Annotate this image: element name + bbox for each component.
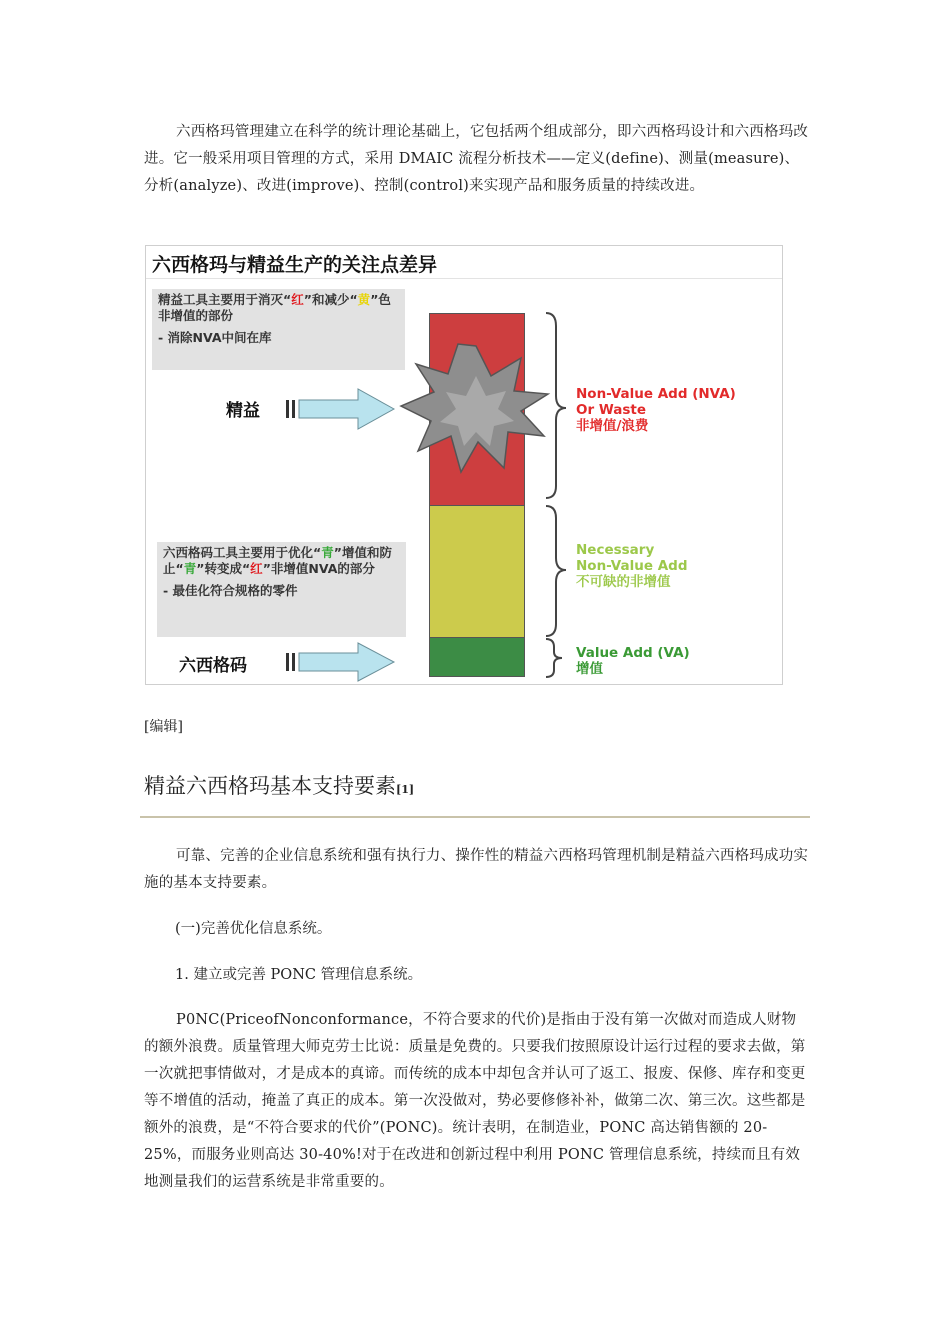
six-sigma-note-sub: - 最佳化符合规格的零件 <box>163 583 298 598</box>
starburst-graphic <box>146 246 782 684</box>
lean-note-red: 红 <box>291 292 304 307</box>
six-sigma-note-green: 青 <box>183 561 197 576</box>
necessary-label <box>576 542 688 590</box>
lean-six-sigma-figure <box>145 245 783 685</box>
section-heading <box>144 770 414 800</box>
lean-note-sub: - 消除NVA中间在库 <box>158 330 272 345</box>
figure-title: 六西格玛与精益生产的关注点差异 <box>152 254 438 276</box>
section-heading-text: 精益六西格玛基本支持要素 <box>144 774 396 798</box>
lean-label: 精益 <box>226 401 260 421</box>
necessary-label-line: Non-Value Add <box>576 558 688 574</box>
nva-label-line: Non-Value Add (NVA) <box>576 386 736 402</box>
lean-note-text: ”和减少“ <box>303 292 358 307</box>
necessary-label-line: 不可缺的非增值 <box>576 574 671 590</box>
list-item-info-system: (一)完善优化信息系统。 <box>175 921 332 937</box>
va-label-line: Value Add (VA) <box>576 645 690 661</box>
intro-paragraph: 六西格玛管理建立在科学的统计理论基础上，它包括两个组成部分，即六西格玛设计和六西格玛改进。它一般采用项目管理的方式，采用 DMAIC 流程分析技术——定义(define)、测量(measure)、分析(analyze)、改进(improve)、控制(control)来实现产品和服务质量的持续改进。 <box>144 124 809 194</box>
six-sigma-note-text: 六西格码工具主要用于优化“ <box>163 545 322 560</box>
lean-note-text: 精益工具主要用于消灭“ <box>158 292 292 307</box>
nva-label <box>576 386 736 434</box>
reference-link[interactable]: [1] <box>396 783 415 796</box>
list-item-ponc: 1. 建立或完善 PONC 管理信息系统。 <box>175 967 423 983</box>
ponc-paragraph: P0NC(PriceofNonconformance，不符合要求的代价)是指由于没有第一次做对而造成人财物的额外浪费。质量管理大师克劳士比说：质量是免费的。只要我们按照原设计运行过程的要求去做，第一次就把事情做对，才是成本的真谛。而传统的成本中却包含并认可了返工、报废、保修、库存和变更等不增值的活动，掩盖了真正的成本。第一次没做对，势必要修修补补，做第二次、第三次。这些都是额外的浪费，是“不符合要求的代价”(PONC)。统计表明，在制造业，PONC 高达销售额的 20-25%，而服务业则高达 30-40%!对于在改进和创新过程中利用 PONC 管理信息系统，持续而且有效地测量我们的运营系统是非常重要的。 <box>144 1012 806 1190</box>
edit-link[interactable]: [编辑] <box>144 719 183 735</box>
lean-note-text: ”色非增值的部份 <box>158 292 391 323</box>
six-sigma-note-text: ”转变成“ <box>196 561 251 576</box>
support-paragraph: 可靠、完善的企业信息系统和强有执行力、操作性的精益六西格玛管理机制是精益六西格玛成功实施的基本支持要素。 <box>144 848 809 891</box>
lean-note-yellow: 黄 <box>357 292 371 307</box>
heading-divider <box>140 816 810 818</box>
nva-label-line: 非增值/浪费 <box>576 418 649 434</box>
six-sigma-label: 六西格码 <box>179 656 247 676</box>
necessary-label-line: Necessary <box>576 542 655 558</box>
six-sigma-note-red: 红 <box>250 561 263 576</box>
nva-label-line: Or Waste <box>576 402 646 418</box>
six-sigma-note-text: ”增值和防止“ <box>163 545 392 576</box>
six-sigma-note-text: ”非增值NVA的部分 <box>262 561 375 576</box>
va-label <box>576 645 690 677</box>
va-label-line: 增值 <box>576 661 603 677</box>
six-sigma-note-green: 青 <box>321 545 334 560</box>
